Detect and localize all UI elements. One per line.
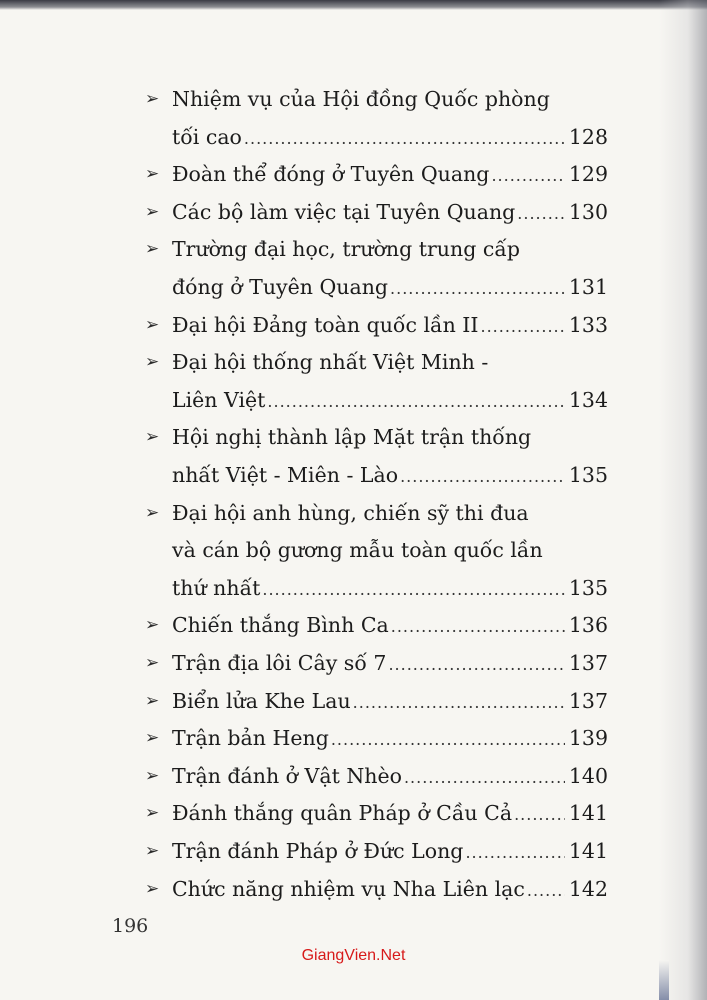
dot-leader <box>390 274 565 304</box>
toc-entry-last-line <box>172 159 608 191</box>
toc-entry-page-number: 139 <box>568 726 608 751</box>
toc-entry-last-line <box>172 836 608 868</box>
toc-entry-page-number: 141 <box>568 839 608 863</box>
arrow-bullet-icon: ➢ <box>145 314 160 335</box>
toc-entry-title-line: và cán bộ gương mẫu toàn quốc lần <box>172 538 543 563</box>
toc-entry-last-line <box>172 723 608 755</box>
dot-leader <box>481 312 565 342</box>
arrow-bullet-icon: ➢ <box>145 427 160 448</box>
arrow-bullet-icon: ➢ <box>145 239 160 260</box>
toc-entry-last-line <box>172 122 608 154</box>
dot-leader <box>491 161 564 191</box>
toc-entry-title: Đại hội Đảng toàn quốc lần II <box>172 312 479 337</box>
toc-entry-last-line <box>172 197 608 229</box>
toc-entry-last-line <box>172 798 608 830</box>
toc-entry-page-number: 136 <box>568 613 608 638</box>
toc-entry-title: Trận địa lôi Cây số 7 <box>172 651 387 675</box>
toc-entry-title: Trận đánh Pháp ở Đức Long <box>172 839 464 863</box>
arrow-bullet-icon: ➢ <box>145 164 160 185</box>
page-number: 196 <box>112 915 149 937</box>
toc-entry-page-number: 137 <box>568 688 608 713</box>
toc-entry-title: nhất Việt - Miên - Lào <box>172 463 399 487</box>
toc-entry-title-line: Đại hội anh hùng, chiến sỹ thi đua <box>172 500 529 525</box>
arrow-bullet-icon: ➢ <box>145 352 160 373</box>
arrow-bullet-icon: ➢ <box>145 728 160 749</box>
dot-leader <box>267 387 564 417</box>
dot-leader <box>465 838 564 868</box>
toc-entry-last-line <box>172 874 608 906</box>
toc-entry-page-number: 133 <box>568 312 608 337</box>
arrow-bullet-icon: ➢ <box>145 878 160 899</box>
toc-entry-title: Đánh thắng quân Pháp ở Cầu Cả <box>172 801 513 826</box>
arrow-bullet-icon: ➢ <box>145 615 160 636</box>
arrow-bullet-icon: ➢ <box>145 803 160 824</box>
toc-entry-page-number: 130 <box>568 199 608 224</box>
toc-entry-last-line <box>172 310 608 342</box>
toc-entry-title-line: Nhiệm vụ của Hội đồng Quốc phòng <box>172 87 550 111</box>
dot-leader <box>331 725 565 755</box>
toc-entry-page-number: 141 <box>568 801 608 826</box>
toc-entry-title-line: Đại hội thống nhất Việt Minh - <box>172 350 489 375</box>
arrow-bullet-icon: ➢ <box>145 765 160 786</box>
dot-leader <box>244 124 565 154</box>
arrow-bullet-icon: ➢ <box>145 841 160 861</box>
arrow-bullet-icon: ➢ <box>145 690 160 711</box>
dot-leader <box>517 199 565 229</box>
toc-entry-last-line <box>172 648 608 680</box>
toc-entry-title: Đoàn thể đóng ở Tuyên Quang <box>172 162 490 187</box>
watermark: GiangVien.Net <box>301 947 406 964</box>
toc-entry-title: tối cao <box>172 124 242 149</box>
dot-leader <box>388 650 564 680</box>
toc-entry-page-number: 137 <box>568 651 608 675</box>
toc-entry-title: Trận đánh ở Vật Nhèo <box>172 763 402 788</box>
toc-entry-page-number: 131 <box>568 275 608 299</box>
toc-entry-title: Chức năng nhiệm vụ Nha Liên lạc <box>172 876 525 901</box>
arrow-bullet-icon: ➢ <box>145 89 160 109</box>
toc-entry-last-line <box>172 385 608 417</box>
dot-leader <box>400 462 565 492</box>
toc-entry-page-number: 135 <box>568 575 608 600</box>
toc-entry-title: Biển lửa Khe Lau <box>172 688 351 713</box>
arrow-bullet-icon: ➢ <box>145 502 160 523</box>
toc-entry-page-number: 140 <box>568 763 608 788</box>
toc-entry-title: Trận bản Heng <box>172 726 329 751</box>
toc-entry-last-line <box>172 610 608 642</box>
dot-leader <box>514 800 565 830</box>
dot-leader <box>527 876 565 906</box>
dot-leader <box>391 612 565 642</box>
toc-entry-page-number: 129 <box>568 162 608 187</box>
toc-entry-title: Chiến thắng Bình Ca <box>172 613 389 638</box>
toc-entry-last-line <box>172 272 608 304</box>
toc-entry-title-line: Hội nghị thành lập Mặt trận thống <box>172 425 532 450</box>
arrow-bullet-icon: ➢ <box>145 653 160 673</box>
toc-entry-title: Liên Việt <box>172 387 266 412</box>
toc-entry-title: Các bộ làm việc tại Tuyên Quang <box>172 199 516 224</box>
toc-entry-last-line <box>172 460 608 492</box>
toc-entry-title-line: Trường đại học, trường trung cấp <box>172 237 521 262</box>
toc-entry-last-line <box>172 761 608 793</box>
toc-entry-title: đóng ở Tuyên Quang <box>172 275 389 299</box>
dot-leader <box>404 763 565 793</box>
dot-leader <box>262 575 564 605</box>
toc-entry-page-number: 134 <box>568 387 608 412</box>
toc-entry-page-number: 135 <box>568 463 608 487</box>
toc-entry-page-number: 128 <box>568 124 608 149</box>
toc-entry-page-number: 142 <box>568 876 608 901</box>
toc-entry-last-line <box>172 686 608 718</box>
arrow-bullet-icon: ➢ <box>145 201 160 222</box>
toc-entry-last-line <box>172 573 608 605</box>
toc-entry-title: thứ nhất <box>172 575 261 600</box>
dot-leader <box>353 688 565 718</box>
